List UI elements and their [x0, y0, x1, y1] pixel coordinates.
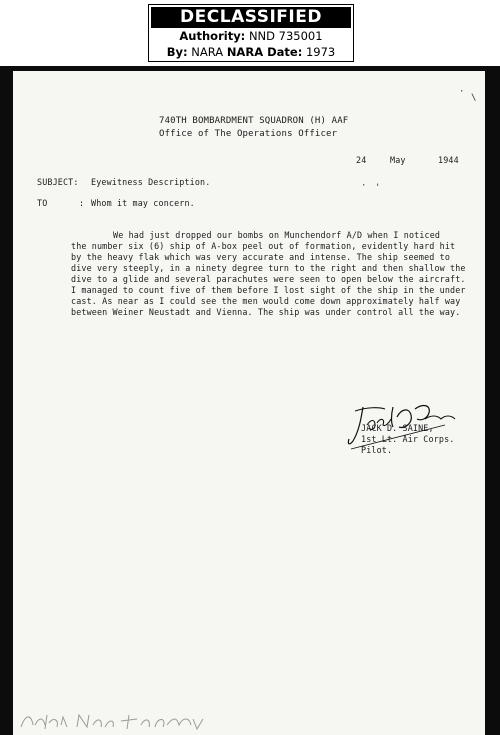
stamp-by-label: By:: [166, 45, 188, 59]
scan-speck: ·: [361, 181, 367, 191]
stamp-date-value: 1973: [305, 45, 336, 59]
body-line: We had just dropped our bombs on Munchendorf A/D when I noticed: [113, 230, 441, 240]
body-line: cast. As near as I could see the men would come down approximately half way: [71, 296, 461, 306]
scan-speck: \: [471, 93, 477, 103]
body-line: dive very steeply, in a ninety degree turn to the right and then shallow the: [71, 263, 466, 273]
stamp-by-line: [149, 44, 353, 60]
scan-speck: ': [375, 183, 381, 193]
stamp-date-label: NARA Date:: [226, 45, 303, 59]
stamp-authority-label: Authority:: [179, 29, 246, 43]
body-line: I managed to count five of them before I lost sight of the ship in the under: [71, 285, 466, 295]
stamp-header: DECLASSIFIED: [151, 7, 351, 28]
handwritten-note: [17, 707, 217, 735]
letterhead-unit: 740TH BOMBARDMENT SQUADRON (H) AAF: [159, 116, 349, 126]
body-line: the number six (6) ship of A-box peel out of formation, evidently hard hit: [71, 241, 456, 251]
stamp-authority-value: NND 735001: [248, 29, 323, 43]
document-page: [13, 71, 485, 735]
subject-label: SUBJECT:: [37, 177, 79, 187]
signature-name: JACK D. SAINE,: [361, 423, 434, 433]
stamp-authority-line: [149, 28, 353, 44]
scanned-sheet: [0, 66, 500, 735]
date-year: 1944: [438, 155, 459, 165]
letterhead-office: Office of The Operations Officer: [159, 129, 338, 139]
to-separator: :: [79, 198, 85, 208]
to-label: TO: [37, 198, 48, 208]
body-line: dive to a glide and several parachutes were seen to open below the aircraft.: [71, 274, 466, 284]
stamp-by-value: NARA: [191, 45, 224, 59]
body-line: between Weiner Neustadt and Vienna. The ship was under control all the way.: [71, 307, 461, 317]
date-month: May: [390, 155, 406, 165]
signature-rank: 1st Lt. Air Corps.: [361, 434, 455, 444]
declassified-stamp: [148, 4, 354, 62]
body-line: by the heavy flak which was very accurate and intense. The ship seemed to: [71, 252, 451, 262]
scan-speck: ·: [459, 87, 465, 97]
date-day: 24: [356, 155, 367, 165]
to-value: Whom it may concern.: [91, 198, 195, 208]
subject-value: Eyewitness Description.: [91, 177, 211, 187]
signature-role: Pilot.: [361, 445, 393, 455]
